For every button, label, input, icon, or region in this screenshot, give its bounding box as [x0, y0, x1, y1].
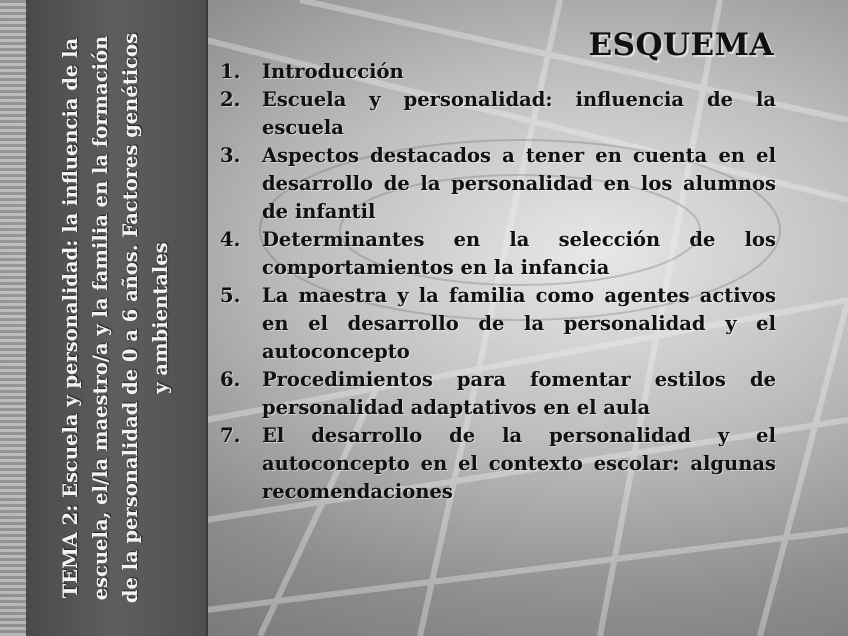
- item-number: 4.: [220, 228, 241, 251]
- outline-list: [216, 58, 776, 506]
- outline-item: [216, 226, 776, 282]
- item-text: Introducción: [262, 60, 404, 83]
- item-number: 1.: [220, 60, 241, 83]
- outline-item: [216, 58, 776, 86]
- side-title: TEMA 2: Escuela y personalidad: la influencia de la escuela, el/la maestro/a y la familia en la formación de la personalidad de 0 a 6 años. Factores genéticos y ambientales: [59, 32, 172, 604]
- item-text: Procedimientos para fomentar estilos de personalidad adaptativos en el aula: [262, 368, 776, 419]
- outline-item: [216, 422, 776, 506]
- item-text: La maestra y la familia como agentes activos en el desarrollo de la personalidad y el autoconcepto: [262, 284, 776, 363]
- item-text: Escuela y personalidad: influencia de la escuela: [262, 88, 776, 139]
- outline-item: [216, 142, 776, 226]
- item-text: Determinantes en la selección de los comportamientos en la infancia: [262, 228, 776, 279]
- item-number: 7.: [220, 424, 241, 447]
- item-number: 5.: [220, 284, 241, 307]
- outline-item: [216, 282, 776, 366]
- left-decorative-strip: [0, 0, 26, 636]
- outline-item: [216, 86, 776, 142]
- slide-heading: ESQUEMA: [588, 27, 774, 63]
- item-number: 6.: [220, 368, 241, 391]
- item-text: El desarrollo de la personalidad y el autoconcepto en el contexto escolar: algunas recomendaciones: [262, 424, 776, 503]
- item-number: 2.: [220, 88, 241, 111]
- item-number: 3.: [220, 144, 241, 167]
- item-text: Aspectos destacados a tener en cuenta en el desarrollo de la personalidad en los alumnos de infantil: [262, 144, 776, 223]
- outline-item: [216, 366, 776, 422]
